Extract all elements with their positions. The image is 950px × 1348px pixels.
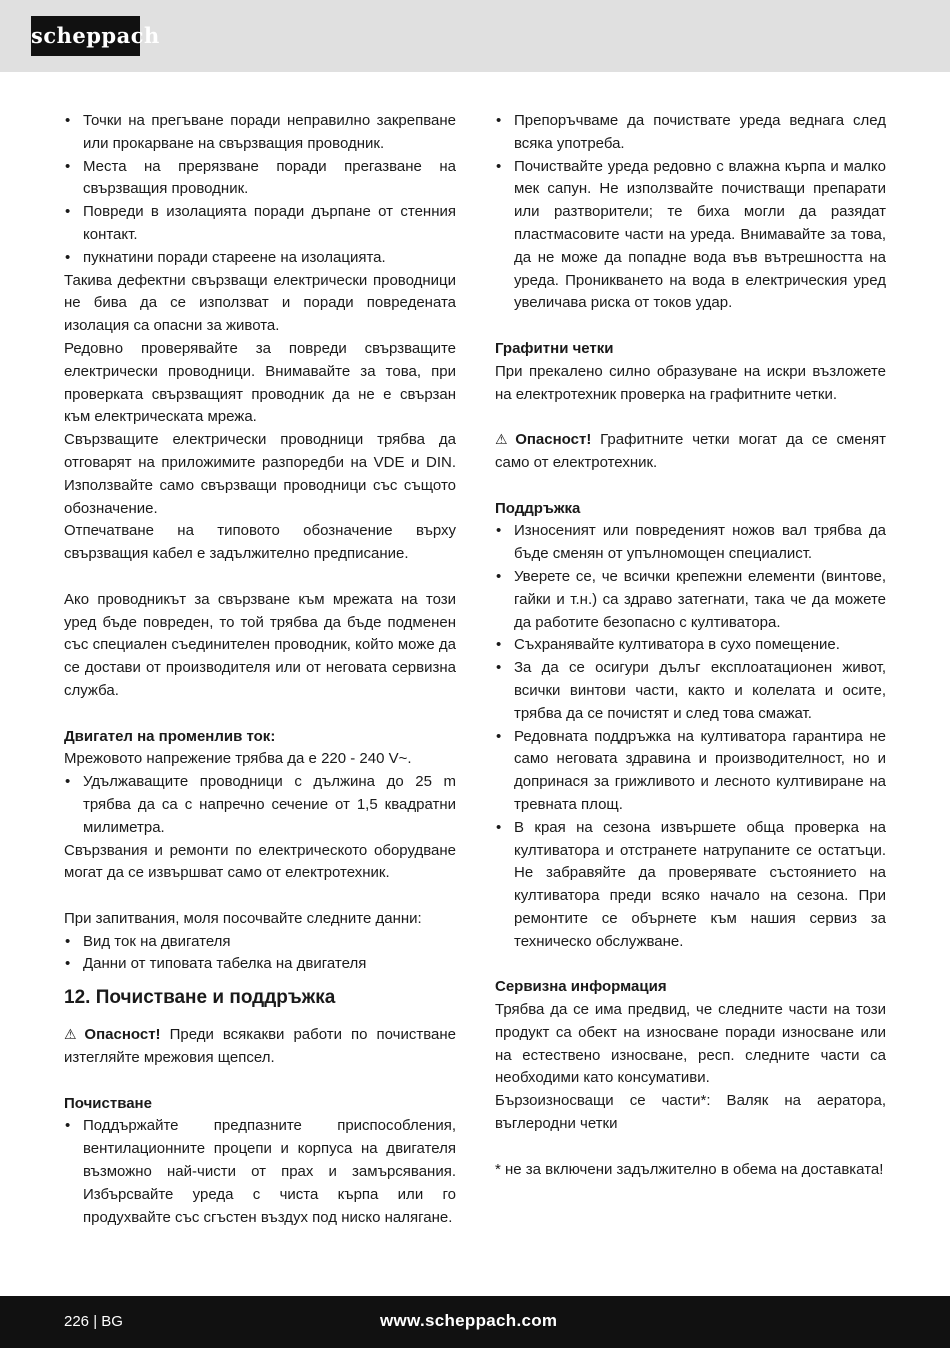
danger-text: Графитните четки могат да се сменят само от електротехник. [495, 431, 886, 471]
motor-heading: Двигател на променлив ток: [64, 727, 276, 745]
warning-triangle-icon: ⚠ [495, 432, 513, 449]
paragraph: Ако проводникът за свързване към мрежата на този уред бъде повреден, то той трябва да бъде подменен със специален съединителен проводник, който може да се достави от производителя или от неговата сервизна служба. [64, 590, 456, 699]
list-item: • В края на сезона извършете обща проверка на култиватора и отстранете натрупаните се остатъци. Не забравяйте да проверявате състоянието на култиватора преди всяко начало на сезона. При ремонтите се обърнете към нашия сервиз за техническо обслужване. [495, 817, 886, 954]
paragraph: Редовно проверявайте за повреди свързващите електрически проводници. Внимавайте за това, при проверката свързващият проводник да не е свързан към електрическата мрежа. [64, 339, 456, 426]
danger-label: Опасност! [84, 1026, 161, 1044]
website-link[interactable]: www.scheppach.com [380, 1311, 558, 1330]
list-item: • Поддържайте предпазните приспособления, вентилационните процепи и корпуса на двигателя възможно най-чисти от прах и замърсявания. Избърсвайте уреда с чиста кърпа или го продухвайте със сгъстен въздух под ниско налягане. [64, 1115, 456, 1229]
section-title: 12. Почистване и поддръжка [64, 987, 336, 1009]
inquiry-data-list [64, 931, 456, 977]
danger-notice [64, 1024, 456, 1070]
list-item: • Повреди в изолацията поради дърпане от стенния контакт. [64, 201, 456, 247]
danger-notice [495, 429, 886, 475]
maintenance-list [495, 520, 886, 953]
page-footer [0, 1296, 950, 1348]
footnote: * не за включени задължително в обема на доставката! [495, 1160, 884, 1178]
list-item: • Редовната поддръжка на култиватора гарантира не само неговата здравина и производителност, но и допринася за грижливото и лесното култивиране на тревната площ. [495, 726, 886, 817]
paragraph: При прекалено силно образуване на искри възложете на електротехник проверка на графитните четки. [495, 362, 886, 403]
cleaning-list [64, 1115, 456, 1229]
paragraph: Свързвания и ремонти по електрическото оборудване могат да се извършват само от електротехник. [64, 841, 456, 882]
right-column [495, 110, 886, 1181]
paragraph: Бързоизносващи се части*: Валяк на аератора, въглеродни четки [495, 1092, 886, 1133]
paragraph: Мрежовото напрежение трябва да е 220 - 240 V~. [64, 750, 412, 768]
list-item: • Точки на прегъване поради неправилно закрепване или прокарване на свързващия проводник. [64, 110, 456, 156]
list-item: • Износеният или повреденият ножов вал трябва да бъде сменян от упълномощен специалист. [495, 520, 886, 566]
maintenance-heading: Поддръжка [495, 499, 581, 517]
list-item: • Препоръчваме да почиствате уреда веднага след всяка употреба. [495, 110, 886, 156]
list-item: • Уверете се, че всички крепежни елементи (винтове, гайки и т.н.) са здраво затегнати, така че да можете да работите безопасно с култиватора. [495, 566, 886, 634]
list-item: • Места на прерязване поради прегазване на свързващия проводник. [64, 156, 456, 202]
paragraph: Такива дефектни свързващи електрически проводници не бива да се използват и поради повредената изолация са опасни за живота. [64, 271, 456, 335]
paragraph: Отпечатване на типовото обозначение върху свързващия кабел е задължително предписание. [64, 522, 456, 563]
danger-text: Преди всякакви работи по почистване изтегляйте мрежовия щепсел. [64, 1026, 456, 1067]
list-item: • пукнатини поради стареене на изолацията. [64, 247, 456, 270]
extension-cable-list [64, 771, 456, 839]
left-column [64, 110, 456, 1229]
warning-triangle-icon: ⚠ [64, 1027, 82, 1044]
list-item: • Удължаващите проводници с дължина до 25 m трябва да са с напречно сечение от 1,5 квадратни милиметра. [64, 771, 456, 839]
cable-damage-list [64, 110, 456, 270]
page-number: 226 | BG [64, 1313, 123, 1330]
paragraph: При запитвания, моля посочвайте следните данни: [64, 909, 422, 927]
list-item: • Данни от типовата табелка на двигателя [64, 953, 456, 976]
paragraph: Трябва да се има предвид, че следните части на този продукт са обект на износване поради износване или на естествено износване, респ. следните части са необходими като консумативи. [495, 1001, 886, 1087]
cleaning-list-continued [495, 110, 886, 315]
cleaning-heading: Почистване [64, 1094, 152, 1112]
service-heading: Сервизна информация [495, 978, 667, 996]
page-header [0, 0, 950, 72]
danger-label: Опасност! [515, 431, 592, 449]
scheppach-logo: scheppach [31, 16, 140, 56]
list-item: • Почиствайте уреда редовно с влажна кърпа и малко мек сапун. Не използвайте почистващи препарати или разтворители; те биха могли да разядат пластмасовите части на уреда. Внимавайте за това, да не може да попадне вода във вътрешността на уреда. Проникването на вода в електрическия уред увеличава риска от токов удар. [495, 156, 886, 316]
list-item: • За да се осигури дълъг експлоатационен живот, всички винтови части, както и колелата и осите, трябва да се почистят и след това смажат. [495, 657, 886, 725]
paragraph: Свързващите електрически проводници трябва да отговарят на приложимите разпоредби на VDE и DIN. Използвайте само свързващи проводници със същото обозначение. [64, 431, 456, 517]
list-item: • Вид ток на двигателя [64, 931, 456, 954]
brushes-heading: Графитни четки [495, 339, 614, 357]
list-item: • Съхранявайте култиватора в сухо помещение. [495, 634, 886, 657]
